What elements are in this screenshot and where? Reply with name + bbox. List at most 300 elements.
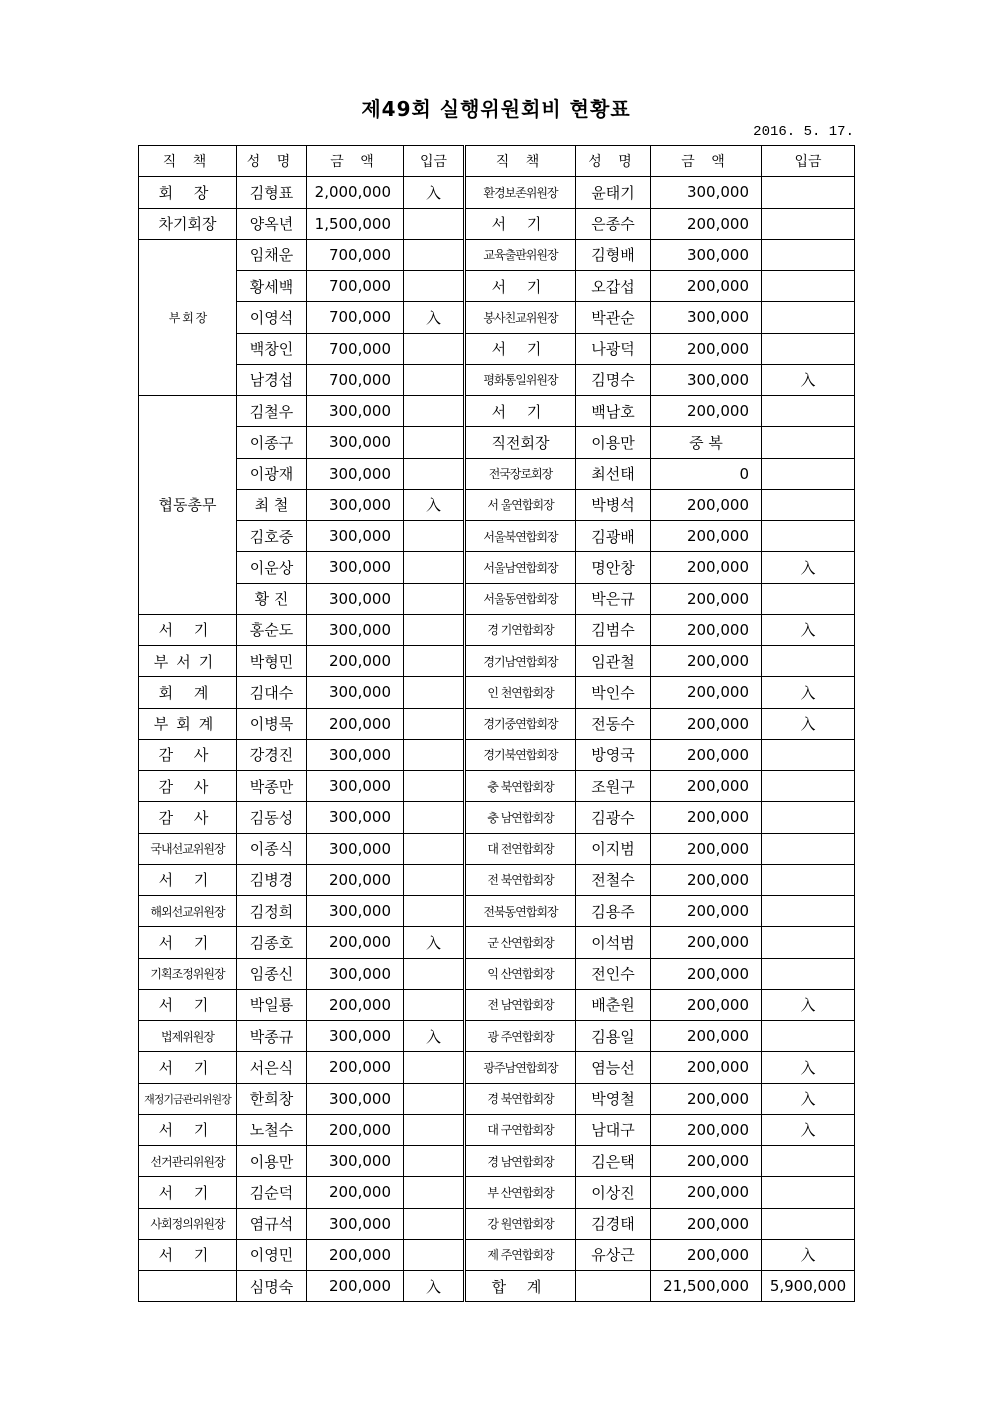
- header-left-amount: 금 액: [307, 146, 404, 177]
- left-position-cell: 회 장: [139, 177, 237, 208]
- right-position-cell: 전 남연합회장: [465, 989, 576, 1020]
- left-name-cell: 이종구: [237, 427, 307, 458]
- right-name-cell: 박은규: [576, 583, 651, 614]
- left-name-cell: 이영민: [237, 1239, 307, 1270]
- left-position-cell: 기획조정위원장: [139, 958, 237, 989]
- right-paid-cell: [762, 864, 855, 895]
- left-paid-cell: [404, 1052, 465, 1083]
- right-amount-cell: 200,000: [651, 1177, 762, 1208]
- right-amount-cell: 200,000: [651, 958, 762, 989]
- right-amount-cell: 200,000: [651, 396, 762, 427]
- right-position-cell: 경기중연합회장: [465, 708, 576, 739]
- right-name-cell: 유상근: [576, 1239, 651, 1270]
- right-amount-cell: 200,000: [651, 333, 762, 364]
- table-row: [139, 583, 855, 614]
- left-paid-cell: [404, 958, 465, 989]
- right-amount-cell: 200,000: [651, 208, 762, 239]
- left-amount-cell: 300,000: [307, 614, 404, 645]
- left-name-cell: 황 진: [237, 583, 307, 614]
- table-row: [139, 927, 855, 958]
- page-title: 제49회 실행위원회비 현황표: [361, 97, 631, 121]
- right-amount-cell: 0: [651, 458, 762, 489]
- left-amount-cell: 700,000: [307, 271, 404, 302]
- table-row: [139, 1271, 855, 1302]
- right-amount-cell: 200,000: [651, 864, 762, 895]
- left-amount-cell: 300,000: [307, 552, 404, 583]
- header-left-name: 성 명: [237, 146, 307, 177]
- right-position-cell: 전 북연합회장: [465, 864, 576, 895]
- right-paid-cell: [762, 489, 855, 520]
- left-position-cell: 서 기: [139, 989, 237, 1020]
- left-paid-cell: [404, 1239, 465, 1270]
- left-position-cell: 부 회 장: [139, 239, 237, 395]
- right-name-cell: 명안창: [576, 552, 651, 583]
- table-row: [139, 239, 855, 270]
- left-paid-cell: [404, 896, 465, 927]
- right-name-cell: 염능선: [576, 1052, 651, 1083]
- right-position-cell: 전국장로회장: [465, 458, 576, 489]
- right-paid-cell: [762, 239, 855, 270]
- right-position-cell: 합 계: [465, 1271, 576, 1302]
- right-amount-cell: 200,000: [651, 927, 762, 958]
- right-position-cell: 서 울연합회장: [465, 489, 576, 520]
- right-position-cell: 환경보존위원장: [465, 177, 576, 208]
- right-name-cell: 임관철: [576, 646, 651, 677]
- right-amount-cell: 200,000: [651, 552, 762, 583]
- left-paid-cell: [404, 989, 465, 1020]
- left-name-cell: 김동성: [237, 802, 307, 833]
- right-paid-cell: 入: [762, 708, 855, 739]
- table-row: [139, 1177, 855, 1208]
- left-paid-cell: [404, 708, 465, 739]
- left-name-cell: 이운상: [237, 552, 307, 583]
- right-paid-cell: [762, 271, 855, 302]
- left-name-cell: 강경진: [237, 739, 307, 770]
- right-position-cell: 군 산연합회장: [465, 927, 576, 958]
- table-row: [139, 1052, 855, 1083]
- left-name-cell: 한희창: [237, 1083, 307, 1114]
- left-paid-cell: [404, 271, 465, 302]
- left-paid-cell: [404, 521, 465, 552]
- right-position-cell: 전북동연합회장: [465, 896, 576, 927]
- left-amount-cell: 200,000: [307, 1271, 404, 1302]
- right-name-cell: 박인수: [576, 677, 651, 708]
- left-name-cell: 임채운: [237, 239, 307, 270]
- right-position-cell: 제 주연합회장: [465, 1239, 576, 1270]
- right-position-cell: 경 기연합회장: [465, 614, 576, 645]
- right-amount-cell: 200,000: [651, 1052, 762, 1083]
- right-amount-cell: 200,000: [651, 896, 762, 927]
- left-paid-cell: [404, 771, 465, 802]
- left-amount-cell: 300,000: [307, 583, 404, 614]
- table-row: [139, 677, 855, 708]
- right-paid-cell: [762, 208, 855, 239]
- right-name-cell: 윤태기: [576, 177, 651, 208]
- left-amount-cell: 300,000: [307, 1208, 404, 1239]
- right-name-cell: 조원구: [576, 771, 651, 802]
- right-paid-cell: [762, 1021, 855, 1052]
- left-position-cell: 서 기: [139, 614, 237, 645]
- right-paid-cell: 入: [762, 552, 855, 583]
- right-name-cell: 오갑섭: [576, 271, 651, 302]
- right-amount-cell: 200,000: [651, 521, 762, 552]
- table-row: [139, 1021, 855, 1052]
- left-paid-cell: [404, 614, 465, 645]
- left-name-cell: 박종만: [237, 771, 307, 802]
- table-row: [139, 1114, 855, 1145]
- left-name-cell: 황세백: [237, 271, 307, 302]
- right-paid-cell: 5,900,000: [762, 1271, 855, 1302]
- right-position-cell: 부 산연합회장: [465, 1177, 576, 1208]
- right-name-cell: 김용일: [576, 1021, 651, 1052]
- right-paid-cell: [762, 646, 855, 677]
- right-name-cell: 남대구: [576, 1114, 651, 1145]
- fee-status-table: [138, 145, 855, 1302]
- right-paid-cell: 入: [762, 1114, 855, 1145]
- table-row: [139, 958, 855, 989]
- right-paid-cell: [762, 396, 855, 427]
- right-name-cell: 이석범: [576, 927, 651, 958]
- right-paid-cell: 入: [762, 1239, 855, 1270]
- table-row: [139, 1208, 855, 1239]
- left-amount-cell: 2,000,000: [307, 177, 404, 208]
- left-name-cell: 이병묵: [237, 708, 307, 739]
- left-paid-cell: [404, 427, 465, 458]
- left-paid-cell: [404, 364, 465, 395]
- left-paid-cell: 入: [404, 927, 465, 958]
- left-paid-cell: 入: [404, 489, 465, 520]
- left-position-cell: 서 기: [139, 1177, 237, 1208]
- left-position-cell: 국내선교위원장: [139, 833, 237, 864]
- right-amount-cell: 200,000: [651, 646, 762, 677]
- right-paid-cell: [762, 896, 855, 927]
- right-position-cell: 서 기: [465, 396, 576, 427]
- table-row: [139, 989, 855, 1020]
- right-paid-cell: [762, 427, 855, 458]
- right-name-cell: 김광배: [576, 521, 651, 552]
- right-position-cell: 서 기: [465, 208, 576, 239]
- right-amount-cell: 300,000: [651, 302, 762, 333]
- left-name-cell: 최 철: [237, 489, 307, 520]
- right-amount-cell: 200,000: [651, 739, 762, 770]
- right-amount-cell: 200,000: [651, 1208, 762, 1239]
- right-amount-cell: 200,000: [651, 802, 762, 833]
- right-name-cell: 나광덕: [576, 333, 651, 364]
- right-amount-cell: 200,000: [651, 271, 762, 302]
- right-amount-cell: 21,500,000: [651, 1271, 762, 1302]
- right-amount-cell: 200,000: [651, 833, 762, 864]
- left-amount-cell: 300,000: [307, 1083, 404, 1114]
- right-name-cell: 김용주: [576, 896, 651, 927]
- right-amount-cell: 300,000: [651, 177, 762, 208]
- right-paid-cell: 入: [762, 1052, 855, 1083]
- left-position-cell: 재정기금관리위원장: [139, 1083, 237, 1114]
- right-paid-cell: [762, 802, 855, 833]
- left-amount-cell: 200,000: [307, 1177, 404, 1208]
- left-amount-cell: 700,000: [307, 364, 404, 395]
- right-position-cell: 경기남연합회장: [465, 646, 576, 677]
- right-name-cell: 김명수: [576, 364, 651, 395]
- left-paid-cell: [404, 333, 465, 364]
- right-name-cell: 전철수: [576, 864, 651, 895]
- left-paid-cell: [404, 396, 465, 427]
- right-amount-cell: 200,000: [651, 489, 762, 520]
- header-right-name: 성 명: [576, 146, 651, 177]
- left-position-cell: 서 기: [139, 1239, 237, 1270]
- left-paid-cell: [404, 583, 465, 614]
- left-name-cell: 서은식: [237, 1052, 307, 1083]
- right-position-cell: 교육출판위원장: [465, 239, 576, 270]
- right-name-cell: 김경태: [576, 1208, 651, 1239]
- right-position-cell: 대 구연합회장: [465, 1114, 576, 1145]
- left-amount-cell: 200,000: [307, 708, 404, 739]
- left-amount-cell: 300,000: [307, 833, 404, 864]
- table-row: [139, 427, 855, 458]
- left-name-cell: 이광재: [237, 458, 307, 489]
- right-name-cell: 이상진: [576, 1177, 651, 1208]
- left-name-cell: 김대수: [237, 677, 307, 708]
- left-amount-cell: 200,000: [307, 1114, 404, 1145]
- right-position-cell: 서울북연합회장: [465, 521, 576, 552]
- left-amount-cell: 200,000: [307, 646, 404, 677]
- left-paid-cell: [404, 239, 465, 270]
- right-paid-cell: [762, 583, 855, 614]
- right-amount-cell: 300,000: [651, 239, 762, 270]
- left-name-cell: 염규석: [237, 1208, 307, 1239]
- table-row: [139, 771, 855, 802]
- left-amount-cell: 700,000: [307, 302, 404, 333]
- table-row: [139, 458, 855, 489]
- right-name-cell: 최선태: [576, 458, 651, 489]
- right-name-cell: 박관순: [576, 302, 651, 333]
- left-paid-cell: [404, 646, 465, 677]
- right-name-cell: 전인수: [576, 958, 651, 989]
- left-name-cell: 김병경: [237, 864, 307, 895]
- right-position-cell: 강 원연합회장: [465, 1208, 576, 1239]
- table-row: [139, 333, 855, 364]
- left-name-cell: 임종신: [237, 958, 307, 989]
- right-paid-cell: 入: [762, 614, 855, 645]
- right-amount-cell: 200,000: [651, 1083, 762, 1114]
- left-name-cell: 김호중: [237, 521, 307, 552]
- left-name-cell: 백창인: [237, 333, 307, 364]
- right-paid-cell: [762, 1146, 855, 1177]
- left-amount-cell: 300,000: [307, 739, 404, 770]
- table-row: [139, 614, 855, 645]
- right-amount-cell: 200,000: [651, 677, 762, 708]
- left-amount-cell: 700,000: [307, 333, 404, 364]
- right-name-cell: 김광수: [576, 802, 651, 833]
- right-name-cell: 김범수: [576, 614, 651, 645]
- right-amount-cell: 200,000: [651, 771, 762, 802]
- table-row: [139, 708, 855, 739]
- right-amount-cell: 200,000: [651, 1021, 762, 1052]
- right-position-cell: 광 주연합회장: [465, 1021, 576, 1052]
- right-name-cell: 이용만: [576, 427, 651, 458]
- table-row: [139, 1083, 855, 1114]
- left-position-cell: 감 사: [139, 771, 237, 802]
- left-position-cell: 차기회장: [139, 208, 237, 239]
- left-paid-cell: 入: [404, 177, 465, 208]
- left-paid-cell: [404, 552, 465, 583]
- table-row: [139, 364, 855, 395]
- left-name-cell: 박종규: [237, 1021, 307, 1052]
- right-paid-cell: [762, 771, 855, 802]
- left-name-cell: 김정희: [237, 896, 307, 927]
- left-amount-cell: 1,500,000: [307, 208, 404, 239]
- right-amount-cell: 200,000: [651, 989, 762, 1020]
- table-row: [139, 739, 855, 770]
- table-row: [139, 302, 855, 333]
- right-amount-cell: 200,000: [651, 708, 762, 739]
- left-position-cell: 협동총무: [139, 396, 237, 615]
- right-name-cell: 김은택: [576, 1146, 651, 1177]
- left-amount-cell: 300,000: [307, 458, 404, 489]
- right-paid-cell: [762, 333, 855, 364]
- right-amount-cell: 200,000: [651, 1114, 762, 1145]
- left-paid-cell: [404, 208, 465, 239]
- header-right-position: 직 책: [465, 146, 576, 177]
- header-right-paid: 입금: [762, 146, 855, 177]
- right-paid-cell: [762, 927, 855, 958]
- left-name-cell: 노철수: [237, 1114, 307, 1145]
- left-amount-cell: 300,000: [307, 677, 404, 708]
- left-amount-cell: 300,000: [307, 1146, 404, 1177]
- right-name-cell: 김형배: [576, 239, 651, 270]
- left-paid-cell: [404, 677, 465, 708]
- right-name-cell: 은종수: [576, 208, 651, 239]
- table-row: [139, 1239, 855, 1270]
- left-paid-cell: [404, 802, 465, 833]
- right-amount-cell: 200,000: [651, 1239, 762, 1270]
- right-position-cell: 봉사친교위원장: [465, 302, 576, 333]
- left-paid-cell: 入: [404, 1021, 465, 1052]
- left-position-cell: 서 기: [139, 927, 237, 958]
- right-paid-cell: 入: [762, 364, 855, 395]
- left-amount-cell: 200,000: [307, 864, 404, 895]
- left-amount-cell: 700,000: [307, 239, 404, 270]
- table-row: [139, 489, 855, 520]
- left-position-cell: 해외선교위원장: [139, 896, 237, 927]
- document-date: 2016. 5. 17.: [753, 124, 854, 140]
- table-row: [139, 177, 855, 208]
- table-row: [139, 802, 855, 833]
- table-row: [139, 896, 855, 927]
- left-amount-cell: 200,000: [307, 1052, 404, 1083]
- right-paid-cell: [762, 958, 855, 989]
- right-position-cell: 경 북연합회장: [465, 1083, 576, 1114]
- right-name-cell: [576, 1271, 651, 1302]
- table-row: [139, 396, 855, 427]
- left-position-cell: 부회계: [139, 708, 237, 739]
- right-amount-cell: 200,000: [651, 583, 762, 614]
- right-paid-cell: [762, 458, 855, 489]
- right-paid-cell: [762, 833, 855, 864]
- left-name-cell: 양옥년: [237, 208, 307, 239]
- right-position-cell: 인 천연합회장: [465, 677, 576, 708]
- left-paid-cell: 入: [404, 302, 465, 333]
- left-amount-cell: 300,000: [307, 802, 404, 833]
- table-row: [139, 552, 855, 583]
- left-amount-cell: 300,000: [307, 427, 404, 458]
- left-position-cell: 법제위원장: [139, 1021, 237, 1052]
- right-paid-cell: [762, 1177, 855, 1208]
- right-paid-cell: [762, 739, 855, 770]
- left-position-cell: 감 사: [139, 802, 237, 833]
- right-paid-cell: [762, 177, 855, 208]
- left-paid-cell: [404, 739, 465, 770]
- right-name-cell: 박영철: [576, 1083, 651, 1114]
- right-amount-cell: 300,000: [651, 364, 762, 395]
- left-name-cell: 남경섭: [237, 364, 307, 395]
- right-position-cell: 충 북연합회장: [465, 771, 576, 802]
- left-amount-cell: 300,000: [307, 396, 404, 427]
- left-name-cell: 이용만: [237, 1146, 307, 1177]
- right-amount-cell: 200,000: [651, 614, 762, 645]
- left-paid-cell: [404, 1177, 465, 1208]
- left-paid-cell: [404, 1146, 465, 1177]
- right-paid-cell: [762, 1208, 855, 1239]
- left-name-cell: 박형민: [237, 646, 307, 677]
- right-position-cell: 직전회장: [465, 427, 576, 458]
- left-paid-cell: [404, 1114, 465, 1145]
- left-amount-cell: 200,000: [307, 927, 404, 958]
- right-name-cell: 배춘원: [576, 989, 651, 1020]
- left-position-cell: 선거관리위원장: [139, 1146, 237, 1177]
- left-name-cell: 김형표: [237, 177, 307, 208]
- left-paid-cell: [404, 833, 465, 864]
- right-position-cell: 평화통일위원장: [465, 364, 576, 395]
- table-row: [139, 833, 855, 864]
- header-right-amount: 금 액: [651, 146, 762, 177]
- table-row: [139, 864, 855, 895]
- left-position-cell: 감 사: [139, 739, 237, 770]
- right-position-cell: 익 산연합회장: [465, 958, 576, 989]
- left-name-cell: 김철우: [237, 396, 307, 427]
- right-position-cell: 경기북연합회장: [465, 739, 576, 770]
- left-position-cell: [139, 1271, 237, 1302]
- left-amount-cell: 300,000: [307, 1021, 404, 1052]
- left-paid-cell: [404, 458, 465, 489]
- header-left-position: 직 책: [139, 146, 237, 177]
- left-paid-cell: 入: [404, 1271, 465, 1302]
- left-name-cell: 이종식: [237, 833, 307, 864]
- left-name-cell: 심명숙: [237, 1271, 307, 1302]
- left-amount-cell: 300,000: [307, 958, 404, 989]
- left-amount-cell: 300,000: [307, 521, 404, 552]
- left-amount-cell: 300,000: [307, 489, 404, 520]
- table-header-row: [139, 146, 855, 177]
- table-row: [139, 1146, 855, 1177]
- header-left-paid: 입금: [404, 146, 465, 177]
- left-position-cell: 사회정의위원장: [139, 1208, 237, 1239]
- left-position-cell: 회 계: [139, 677, 237, 708]
- left-name-cell: 김순덕: [237, 1177, 307, 1208]
- table-row: [139, 521, 855, 552]
- left-paid-cell: [404, 1083, 465, 1114]
- right-paid-cell: [762, 302, 855, 333]
- right-position-cell: 서울동연합회장: [465, 583, 576, 614]
- table-row: [139, 208, 855, 239]
- right-paid-cell: 入: [762, 989, 855, 1020]
- left-amount-cell: 200,000: [307, 989, 404, 1020]
- right-position-cell: 경 남연합회장: [465, 1146, 576, 1177]
- right-paid-cell: 入: [762, 677, 855, 708]
- right-amount-cell: 중 복: [651, 427, 762, 458]
- right-position-cell: 충 남연합회장: [465, 802, 576, 833]
- left-position-cell: 서 기: [139, 864, 237, 895]
- right-position-cell: 대 전연합회장: [465, 833, 576, 864]
